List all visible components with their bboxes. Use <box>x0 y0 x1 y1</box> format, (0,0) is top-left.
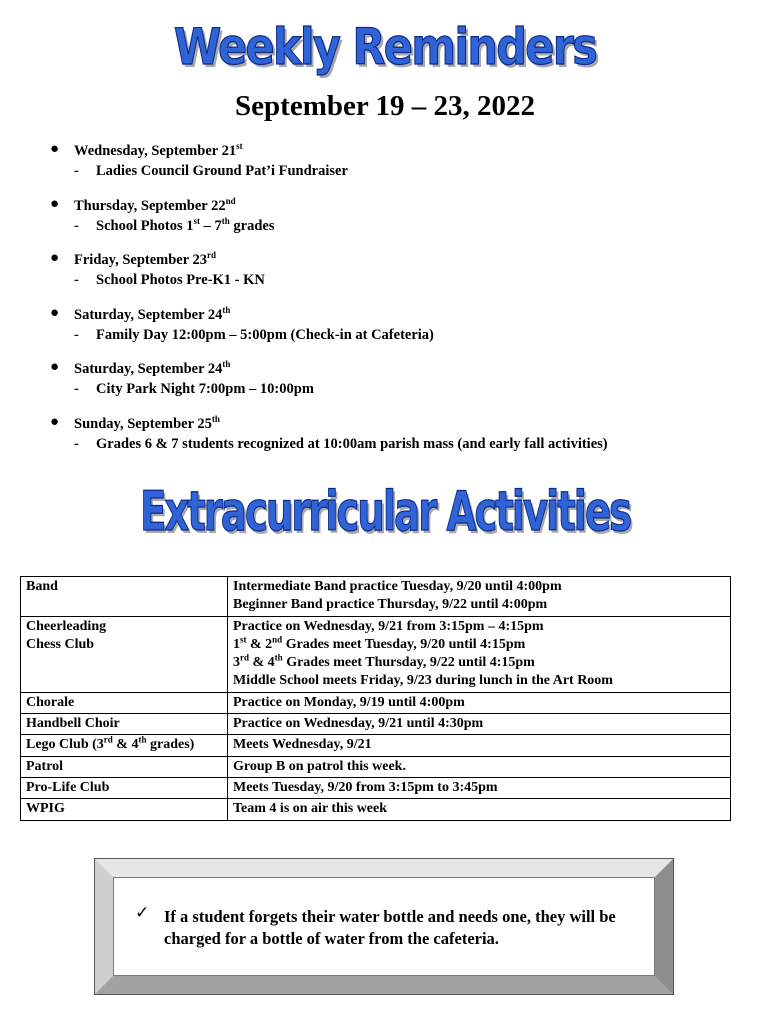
date-range-heading: September 19 – 23, 2022 <box>235 90 535 122</box>
event-detail: - Grades 6 & 7 students recognized at 10:00am parish mass (and early fall activities) <box>74 435 608 452</box>
table-row <box>21 692 731 713</box>
event-day: Thursday, September 22nd <box>74 195 236 214</box>
event-item <box>50 195 730 253</box>
extracurricular-title-art: Extracurricular Activities <box>139 480 631 543</box>
table-row <box>21 799 731 820</box>
event-day: Saturday, September 24th <box>74 359 231 377</box>
activity-detail: Intermediate Band practice Tuesday, 9/20 until 4:00pm Beginner Band practice Thursday, 9/22 until 4:00pm <box>228 577 731 617</box>
notice-text: If a student forgets their water bottle and needs one, they will be charged for a bottle of water from the cafeteria. <box>164 907 616 948</box>
notice-box <box>94 858 674 995</box>
activity-name: WPIG <box>21 799 228 820</box>
event-day: Sunday, September 25th <box>74 413 220 432</box>
event-detail: - School Photos Pre-K1 - KN <box>74 272 265 288</box>
event-item <box>50 304 730 362</box>
activity-name: Band <box>21 577 228 617</box>
weekly-reminders-title-art: Weekly Reminders <box>173 18 597 76</box>
bullet-icon: ● <box>50 195 60 212</box>
activity-name: Handbell Choir <box>21 714 228 735</box>
activity-name: Chorale <box>21 692 228 713</box>
bullet-icon: ● <box>50 141 60 157</box>
bullet-icon: ● <box>50 359 60 375</box>
event-item <box>50 252 730 307</box>
event-detail: - City Park Night 7:00pm – 10:00pm <box>74 381 314 397</box>
table-row <box>21 777 731 798</box>
activity-name: Cheerleading Chess Club <box>21 616 228 692</box>
event-detail: - Ladies Council Ground Pat’i Fundraiser <box>74 163 348 179</box>
activity-detail: Practice on Wednesday, 9/21 until 4:30pm <box>228 714 731 735</box>
event-day: Wednesday, September 21st <box>74 141 243 159</box>
bullet-icon: ● <box>50 250 60 266</box>
checkmark-icon: ✓ <box>135 903 150 923</box>
event-day: Saturday, September 24th <box>74 304 231 323</box>
activities-table <box>20 576 731 821</box>
event-detail: - School Photos 1st – 7th grades <box>74 215 275 234</box>
event-item <box>50 413 730 471</box>
table-row <box>21 616 731 692</box>
events-list <box>50 143 730 470</box>
table-row <box>21 756 731 777</box>
activity-detail: Practice on Wednesday, 9/21 from 3:15pm – 4:15pm 1st & 2nd Grades meet Tuesday, 9/20 until 4:15pm 3rd & 4th Grades meet Thursday, 9/22 until 4:15pm Middle School meets Friday, 9/23 during lunch in the Art Room <box>228 616 731 692</box>
activity-name: Pro-Life Club <box>21 777 228 798</box>
event-detail: - Family Day 12:00pm – 5:00pm (Check-in at Cafeteria) <box>74 326 434 343</box>
bullet-icon: ● <box>50 413 60 430</box>
activity-detail: Meets Wednesday, 9/21 <box>228 735 731 756</box>
table-row <box>21 735 731 756</box>
activity-name: Lego Club (3rd & 4th grades) <box>21 735 228 756</box>
activity-detail: Team 4 is on air this week <box>228 799 731 820</box>
table-row <box>21 577 731 617</box>
event-item <box>50 361 730 416</box>
activity-detail: Group B on patrol this week. <box>228 756 731 777</box>
activity-name: Patrol <box>21 756 228 777</box>
event-item <box>50 143 730 198</box>
table-row <box>21 714 731 735</box>
event-day: Friday, September 23rd <box>74 250 217 268</box>
activity-detail: Meets Tuesday, 9/20 from 3:15pm to 3:45pm <box>228 777 731 798</box>
bullet-icon: ● <box>50 304 60 321</box>
activity-detail: Practice on Monday, 9/19 until 4:00pm <box>228 692 731 713</box>
